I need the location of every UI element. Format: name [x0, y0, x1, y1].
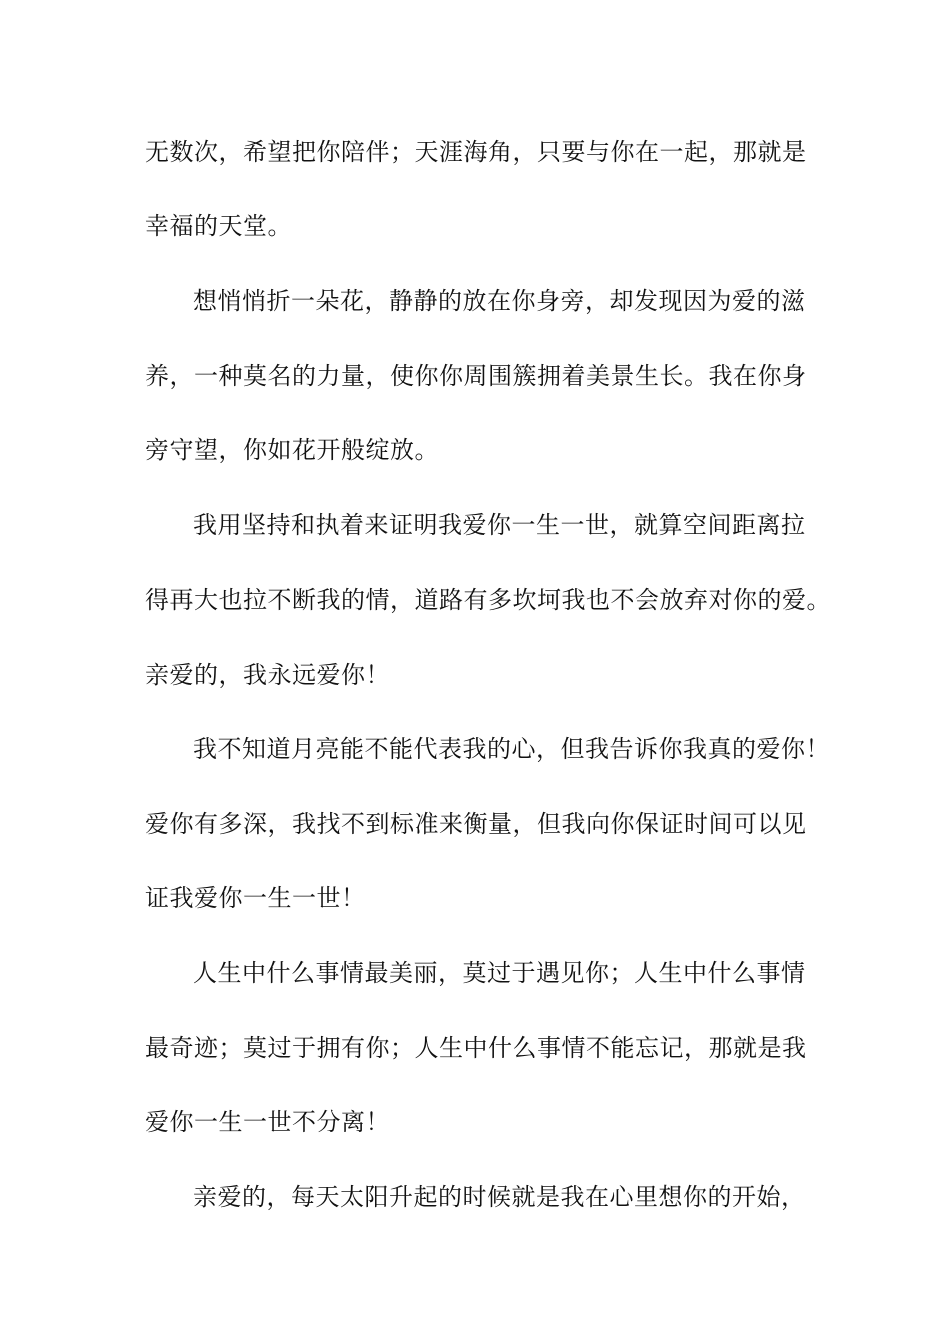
text-line: 旁守望，你如花开般绽放。: [145, 436, 439, 464]
paragraph-start-line: 想悄悄折一朵花，静静的放在你身旁，却发现因为爱的滋: [193, 287, 806, 315]
text-line: 证我爱你一生一世！: [145, 884, 366, 912]
paragraph-start-line: 人生中什么事情最美丽，莫过于遇见你；人生中什么事情: [193, 959, 806, 987]
text-line: 爱你有多深，我找不到标准来衡量，但我向你保证时间可以见: [145, 810, 807, 838]
text-line: 最奇迹；莫过于拥有你；人生中什么事情不能忘记，那就是我: [145, 1034, 807, 1062]
text-line: 无数次，希望把你陪伴；天涯海角，只要与你在一起，那就是: [145, 138, 807, 166]
text-line: 得再大也拉不断我的情，道路有多坎坷我也不会放弃对你的爱。: [145, 586, 831, 614]
paragraph-start-line: 我不知道月亮能不能代表我的心，但我告诉你我真的爱你！: [193, 735, 830, 763]
text-line: 亲爱的，我永远爱你！: [145, 661, 390, 689]
paragraph-start-line: 亲爱的，每天太阳升起的时候就是我在心里想你的开始，: [193, 1183, 806, 1211]
text-line: 养，一种莫名的力量，使你你周围簇拥着美景生长。我在你身: [145, 362, 807, 390]
text-line: 爱你一生一世不分离！: [145, 1108, 390, 1136]
text-line: 幸福的天堂。: [145, 212, 292, 240]
paragraph-start-line: 我用坚持和执着来证明我爱你一生一世，就算空间距离拉: [193, 511, 806, 539]
